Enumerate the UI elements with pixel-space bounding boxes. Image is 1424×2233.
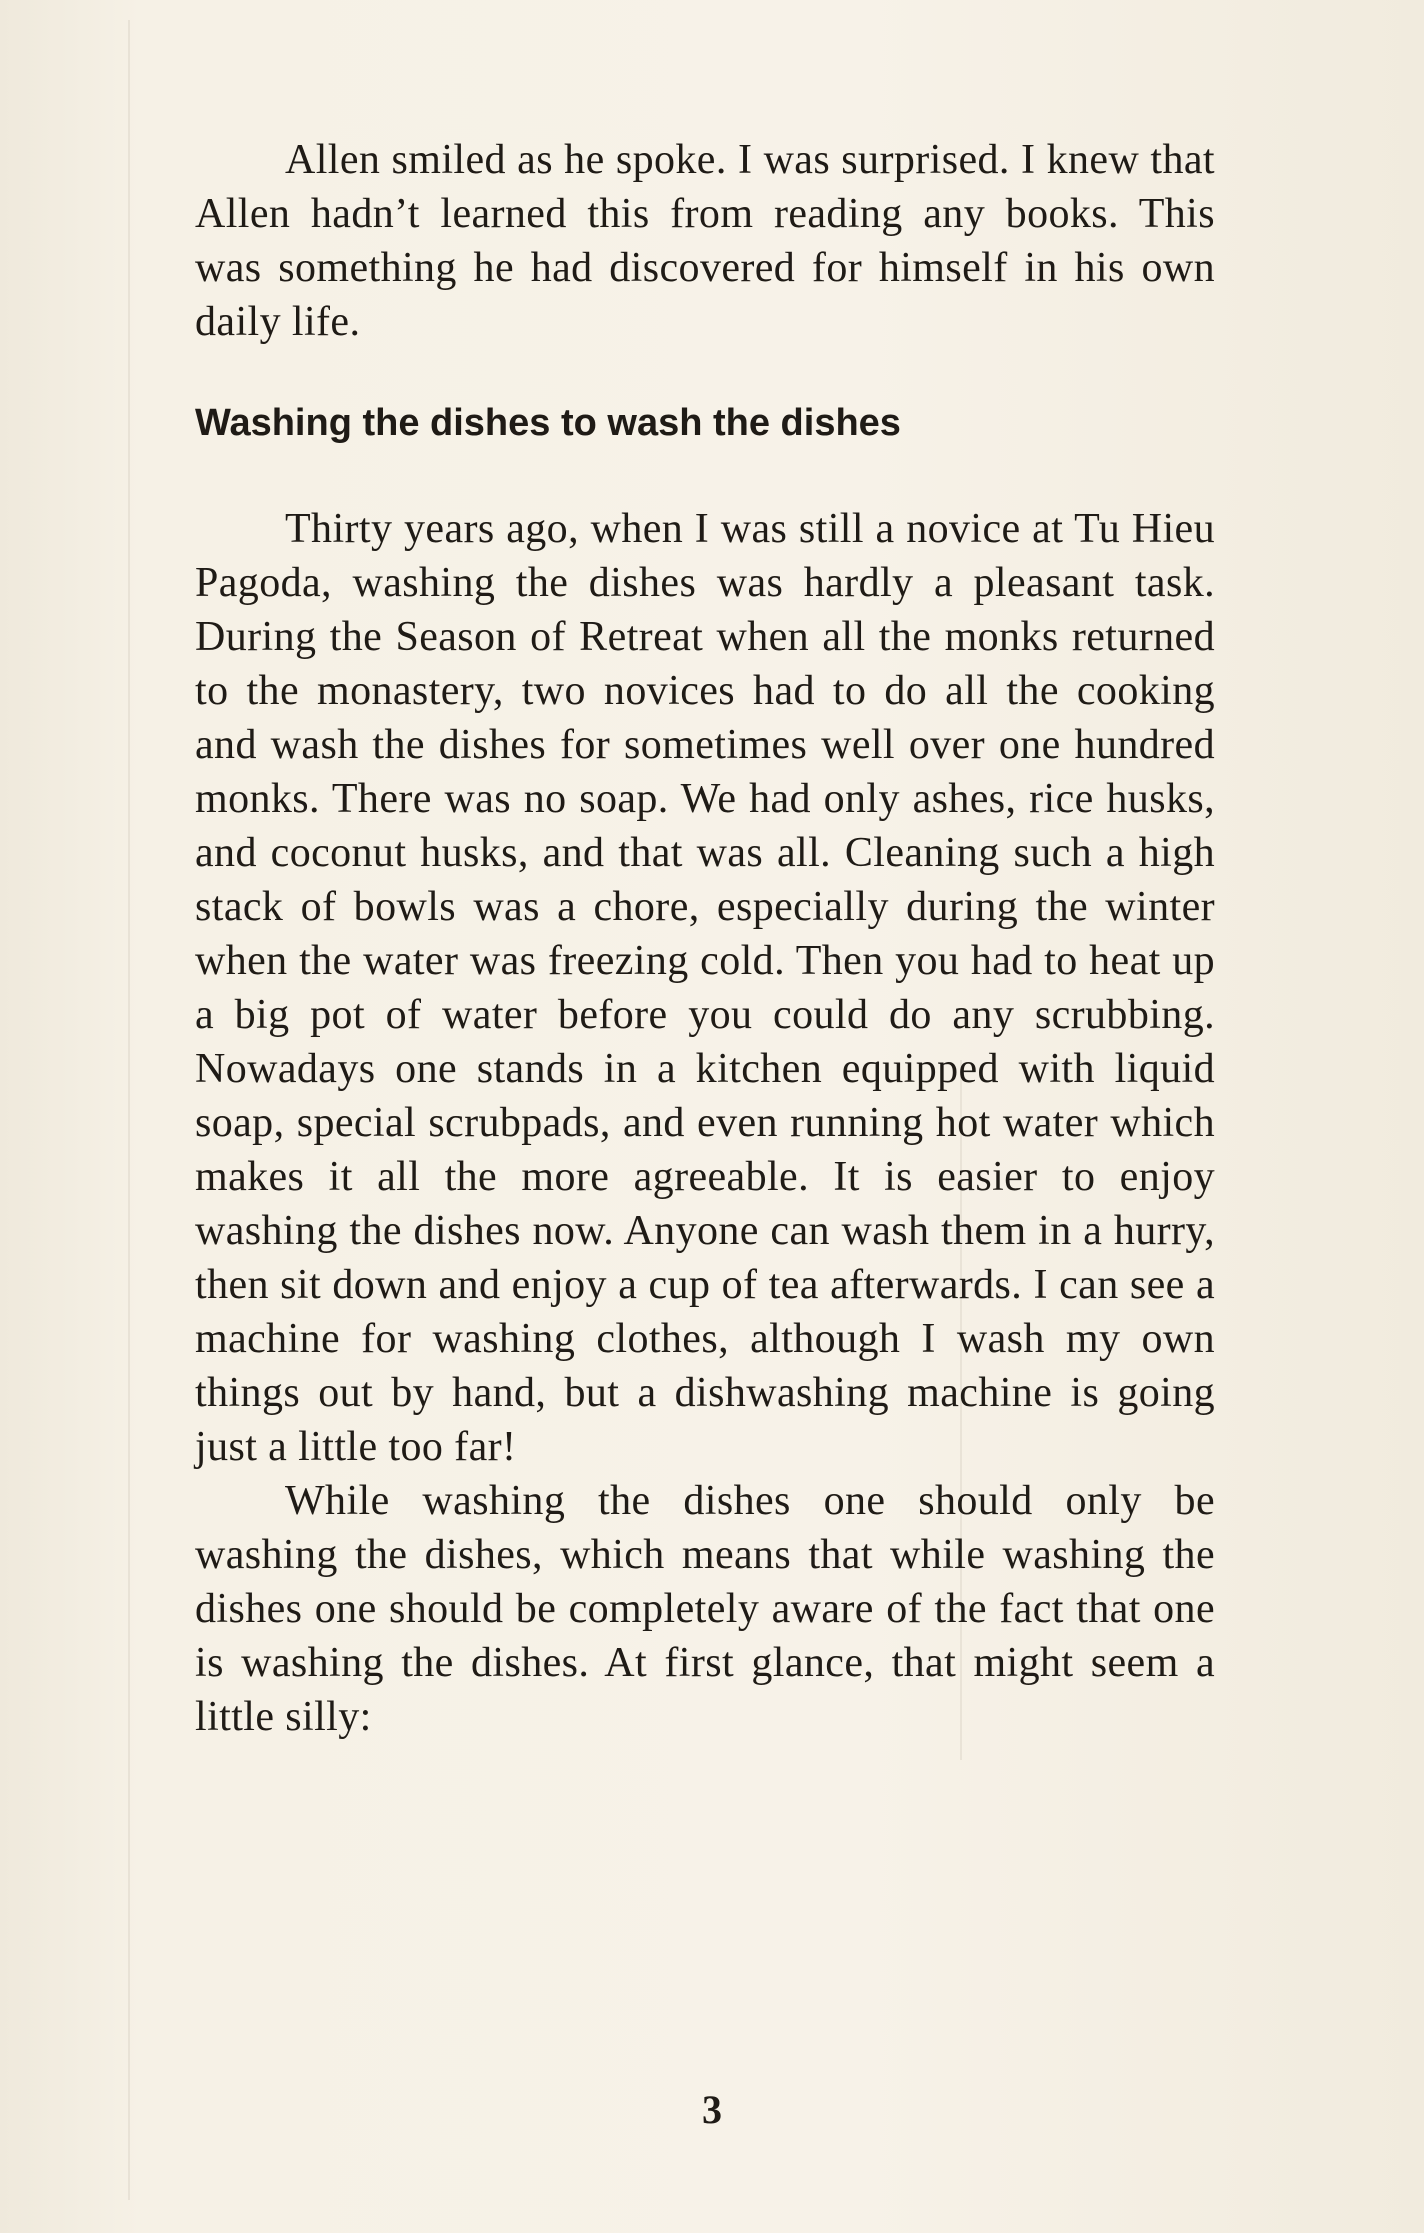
section-heading: Washing the dishes to wash the dishes: [195, 402, 901, 444]
page-number: 3: [702, 2087, 722, 2132]
paragraph-allen: Allen smiled as he spoke. I was surprised. I knew that Allen hadn’t learned this from reading any books. This was something he had discovered for himself in his own daily life.: [195, 137, 1215, 345]
paragraph-thirty-years: Thirty years ago, when I was still a novice at Tu Hieu Pagoda, washing the dishes was hardly a pleasant task. During the Season of Retreat when all the monks returned to the monastery, two novices had to do all the cooking and wash the dishes for sometimes well over one hundred monks. There was no soap. We had only ashes, rice husks, and coconut husks, and that was all. Cleaning such a high stack of bowls was a chore, especially during the winter when the water was freezing cold. Then you had to heat up a big pot of water before you could do any scrubbing. Nowadays one stands in a kitchen equipped with liquid soap, special scrubpads, and even running hot water which makes it all the more agreeable. It is easier to enjoy washing the dishes now. Anyone can wash them in a hurry, then sit down and enjoy a cup of tea afterwards. I can see a machine for washing clothes, although I wash my own things out by hand, but a dishwashing machine is going just a little too far!: [195, 506, 1215, 1470]
page-shadow-edge: [128, 20, 130, 2200]
body-text: [195, 133, 1215, 1744]
paragraph-while-washing: While washing the dishes one should only be washing the dishes, which means that while washing the dishes one should be completely aware of the fact that one is washing the dishes. At first glance, that might seem a little silly:: [195, 1478, 1215, 1740]
